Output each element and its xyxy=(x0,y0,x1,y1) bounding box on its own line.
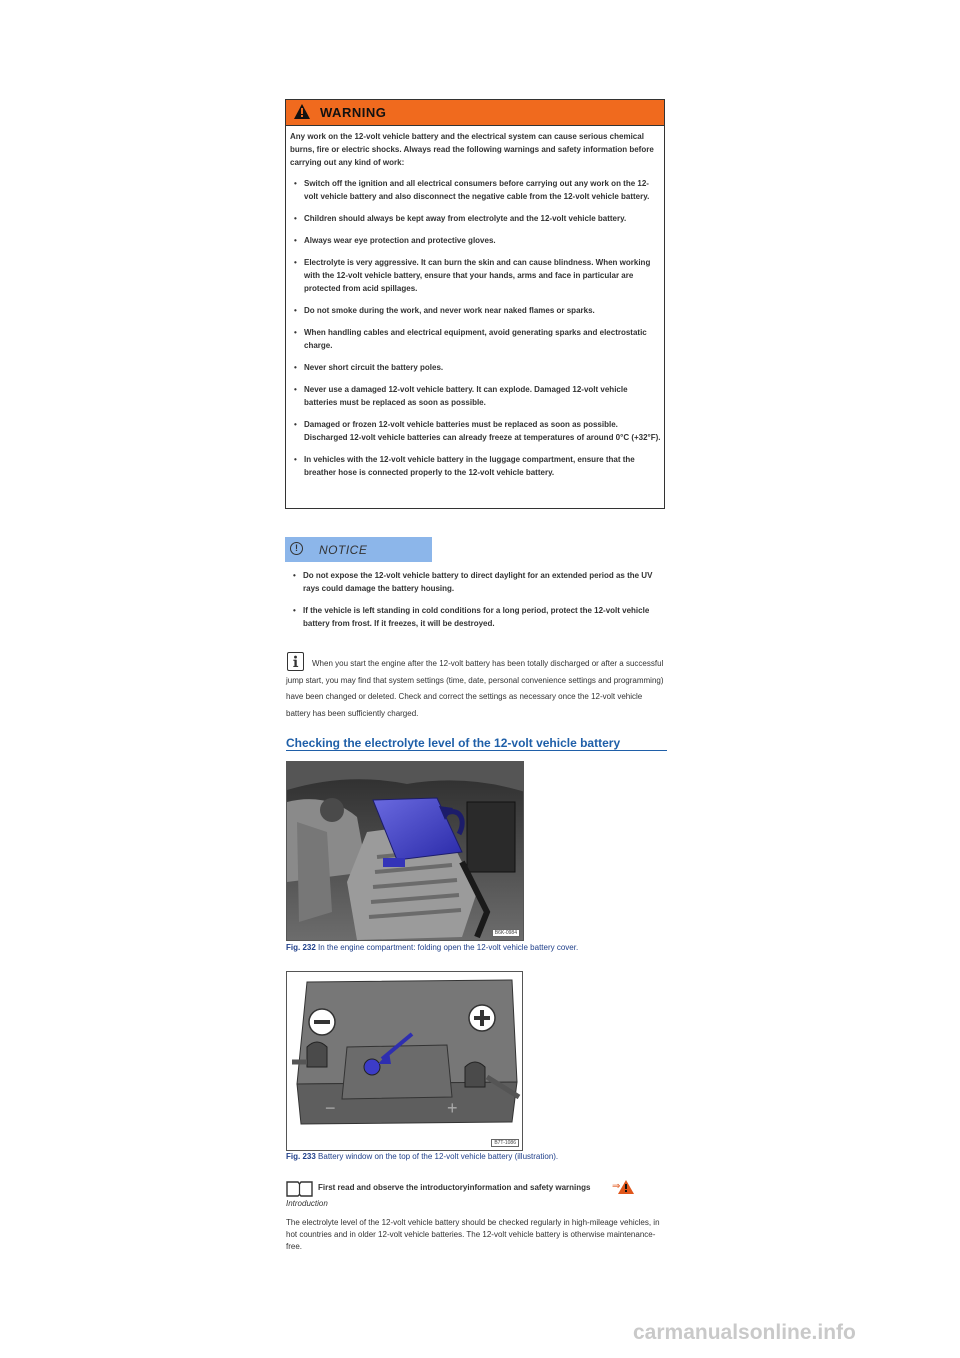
body-paragraph: The electrolyte level of the 12-volt vehicle battery should be checked regularly in high-mileage vehicles, in hot countries and in older 12-volt vehicle batteries. The 12-volt vehicle battery is otherwise maintenance-free. xyxy=(286,1218,660,1251)
warning-title: WARNING xyxy=(320,105,387,120)
notice-list xyxy=(289,569,661,639)
introduction-link[interactable]: Introduction xyxy=(286,1199,328,1208)
warning-item: • Electrolyte is very aggressive. It can burn the skin and can cause blindness. When working with the 12-volt vehicle battery, ensure that your hands, arms and face in particular are protected from acid spillages. xyxy=(290,256,662,295)
fig232-label: Fig. 232 xyxy=(286,943,316,952)
battery-illustration xyxy=(287,972,523,1151)
notice-title: NOTICE xyxy=(319,543,368,557)
heading-underline xyxy=(286,750,667,751)
fig232-caption-text: In the engine compartment: folding open the 12-volt vehicle battery cover. xyxy=(318,943,579,952)
fig232-code: B6K-0984 xyxy=(492,929,520,937)
notice-item: • If the vehicle is left standing in cold conditions for a long period, protect the 12-volt vehicle battery from frost. If it freezes, it will be destroyed. xyxy=(289,604,661,630)
warning-item: • Never use a damaged 12-volt vehicle battery. It can explode. Damaged 12-volt vehicle batteries must be replaced as soon as possible. xyxy=(290,383,662,409)
warning-item: • Children should always be kept away from electrolyte and the 12-volt vehicle battery. xyxy=(290,212,662,225)
fig233-label: Fig. 233 xyxy=(286,1152,316,1161)
warning-item: • In vehicles with the 12-volt vehicle battery in the luggage compartment, ensure that the breather hose is connected properly to the 12-volt vehicle battery. xyxy=(290,453,662,479)
warning-box xyxy=(285,99,665,509)
warning-item: • When handling cables and electrical equipment, avoid generating sparks and electrostatic charge. xyxy=(290,326,662,352)
warning-item: • Do not smoke during the work, and never work near naked flames or sparks. xyxy=(290,304,662,317)
section-heading: Checking the electrolyte level of the 12-volt vehicle battery xyxy=(286,736,621,750)
svg-text:−: − xyxy=(325,1098,336,1118)
warning-item: • Always wear eye protection and protective gloves. xyxy=(290,234,662,247)
warning-item: • Damaged or frozen 12-volt vehicle batteries must be replaced as soon as possible. Discharged 12-volt vehicle batteries can already freeze at temperatures of around 0°C (+32°F). xyxy=(290,418,662,444)
info-note-text: When you start the engine after the 12-volt battery has been totally discharged or after a successful jump start, you may find that system settings (time, date, personal convenience settings and programming) have been changed or deleted. Check and correct the settings as necessary once the 12-volt vehicle battery has been sufficiently charged. xyxy=(286,659,664,718)
warning-intro: Any work on the 12-volt vehicle battery and the electrical system can cause serious chemical burns, fire or electric shocks. Always read the following warnings and safety information before carrying out any kind of work: xyxy=(290,132,654,167)
warning-header xyxy=(286,100,664,126)
notice-item: • Do not expose the 12-volt vehicle battery to direct daylight for an extended period as the UV rays could damage the battery housing. xyxy=(289,569,661,595)
reference-arrow[interactable]: ⇒ xyxy=(612,1181,621,1192)
fig233-code: B7T-1086 xyxy=(491,1139,519,1147)
watermark: carmanualsonline.info xyxy=(633,1321,856,1344)
warning-item: • Never short circuit the battery poles. xyxy=(290,361,662,374)
book-icon xyxy=(286,1180,313,1197)
svg-text:+: + xyxy=(447,1098,458,1118)
engine-compartment-illustration xyxy=(287,762,524,941)
fig233-caption-text: Battery window on the top of the 12-volt vehicle battery (illustration). xyxy=(318,1152,559,1161)
warning-triangle-icon[interactable] xyxy=(618,1180,634,1194)
notice-header xyxy=(285,537,432,562)
fig232-engine-compartment-image xyxy=(286,761,524,941)
fig233-caption xyxy=(286,1152,558,1161)
fig232-caption xyxy=(286,943,578,952)
fig233-battery-window-image xyxy=(286,971,523,1151)
warning-item: • Switch off the ignition and all electrical consumers before carrying out any work on the 12-volt vehicle battery and also disconnect the negative cable from the 12-volt vehicle battery. xyxy=(290,177,662,203)
exclamation-circle-icon: ! xyxy=(290,542,303,555)
first-read-text: First read and observe the introductoryinformation and safety warnings xyxy=(318,1183,591,1192)
warning-list xyxy=(290,177,662,488)
warning-triangle-icon xyxy=(294,104,310,119)
